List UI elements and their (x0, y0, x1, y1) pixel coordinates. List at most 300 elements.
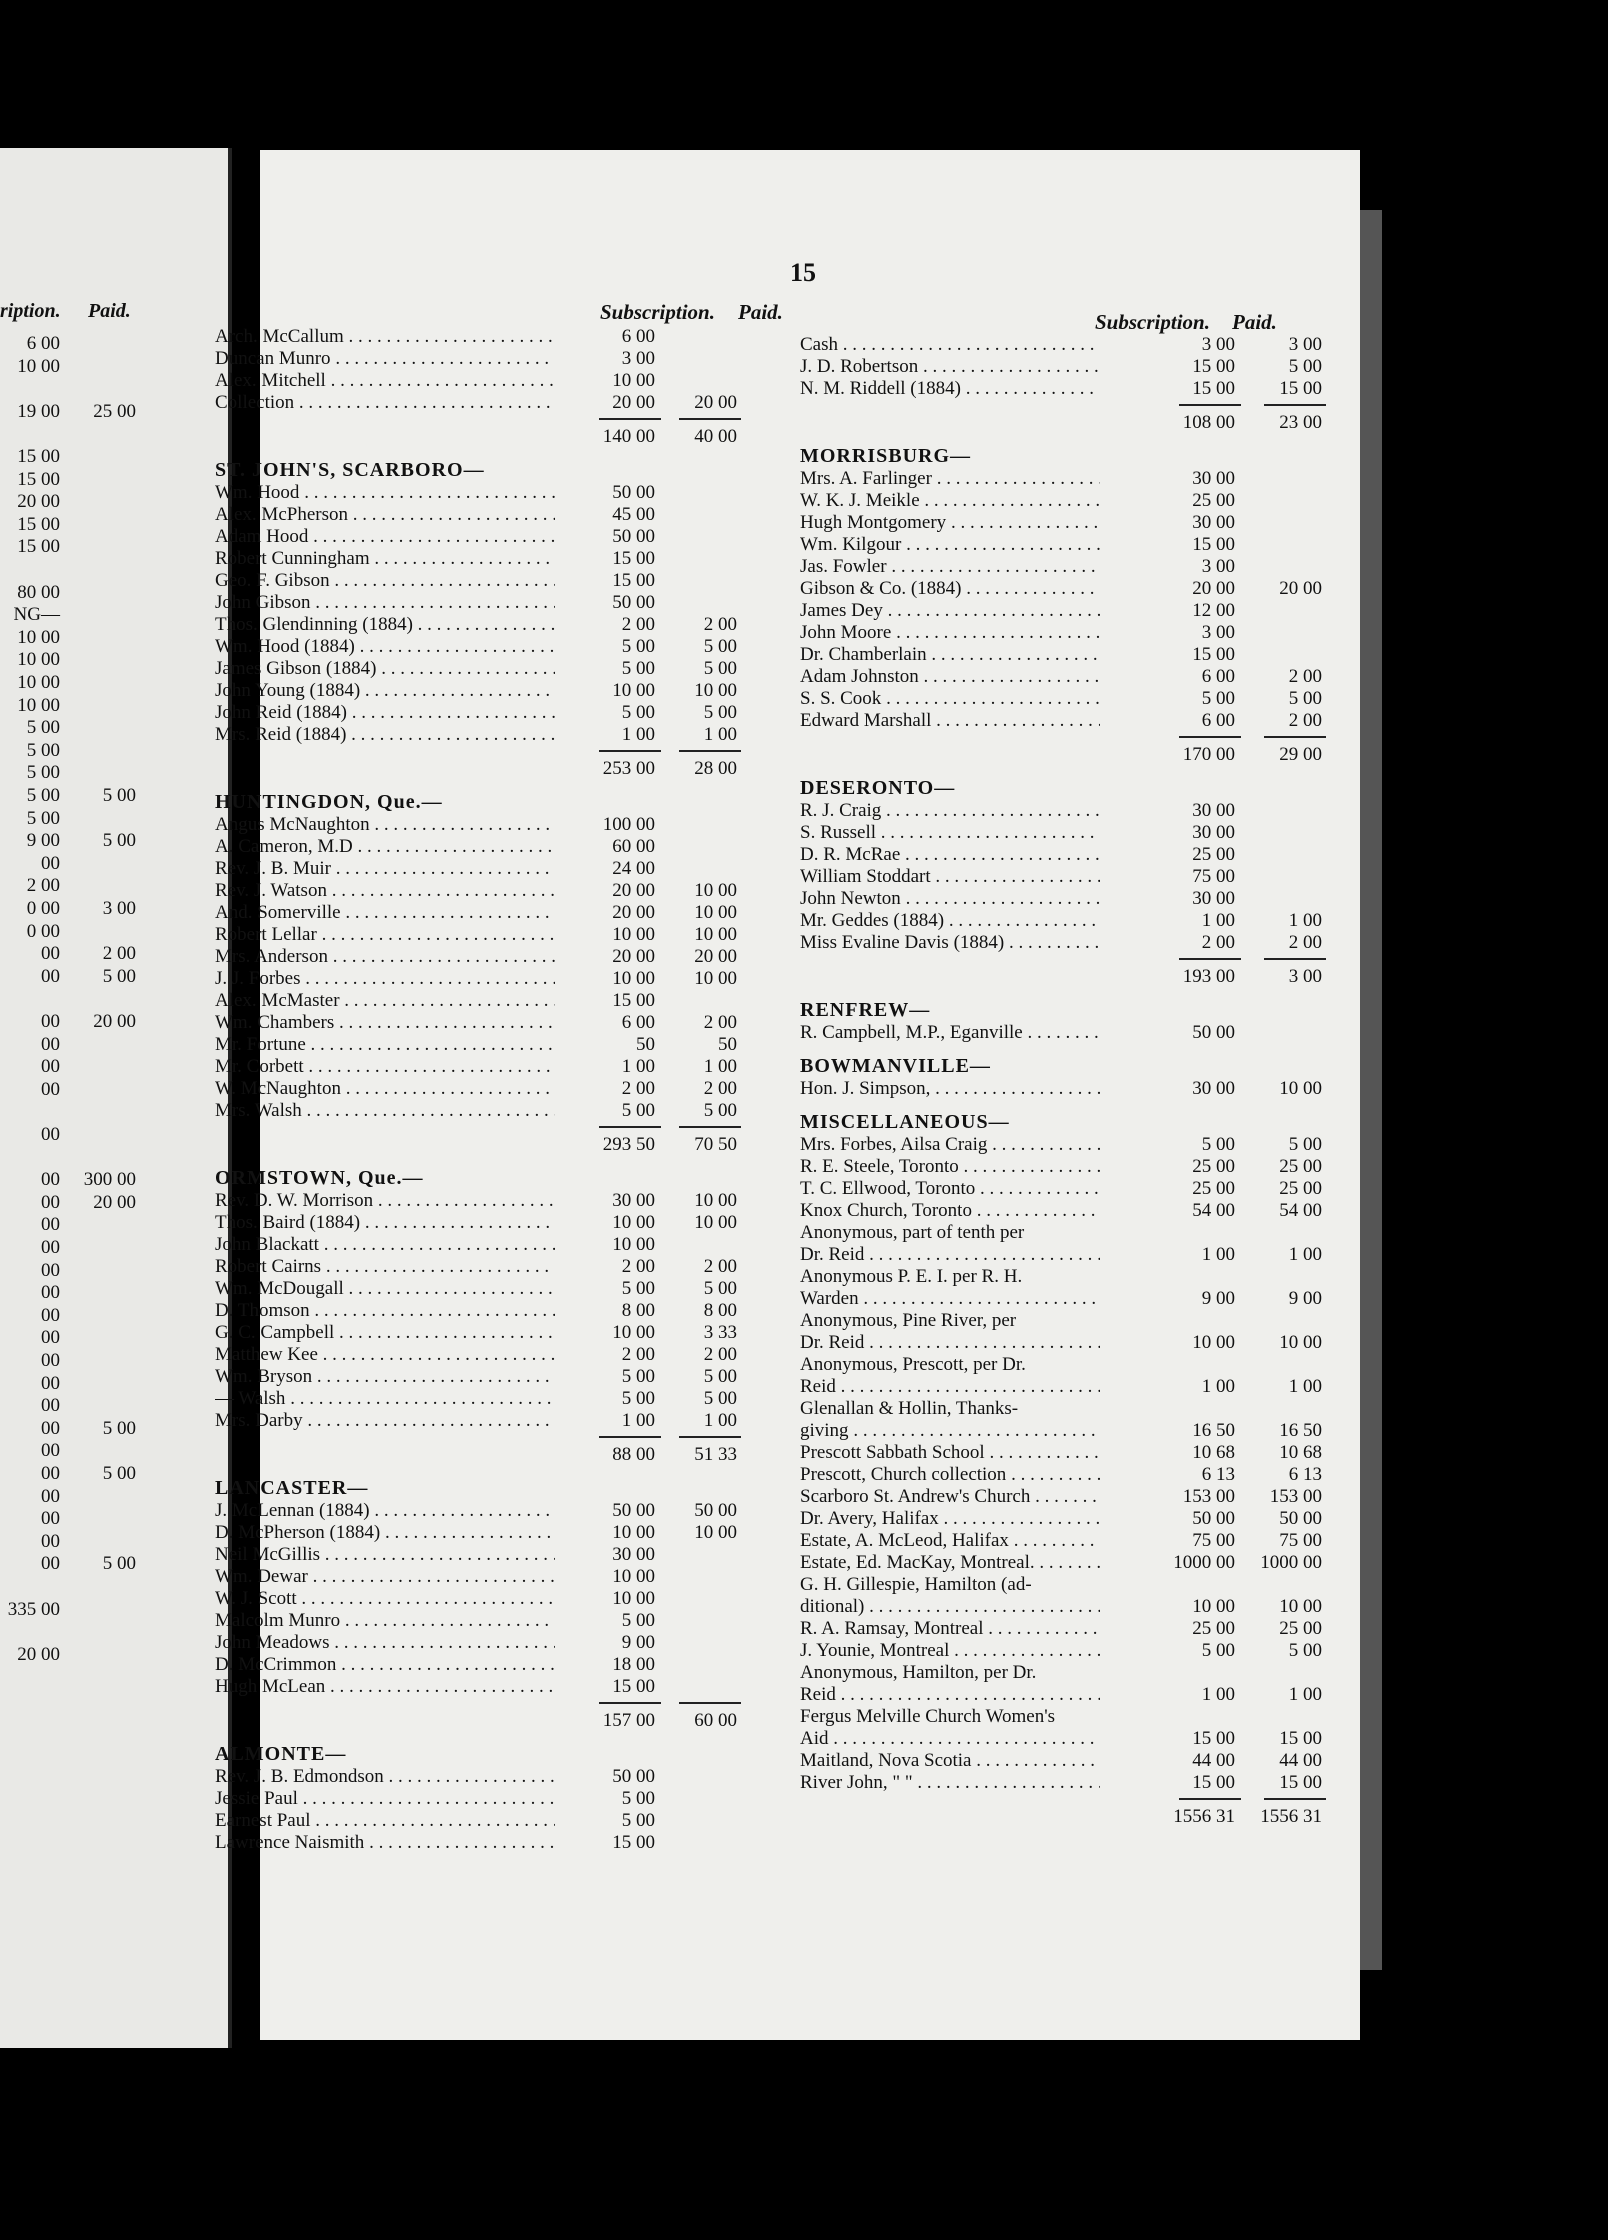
subscription-amount: 50 00 (612, 482, 655, 503)
total-rule (1179, 404, 1241, 406)
paid-amount: 2 00 (703, 1344, 737, 1365)
paid-amount: 10 00 (1279, 1078, 1322, 1099)
subscriber-name: Dr. Avery, Halifax . . . (800, 1508, 1100, 1530)
section-heading: DESERONTO— (800, 777, 956, 799)
subscription-amount: 5 00 (621, 636, 655, 657)
left-subscription-value: 00 (41, 1011, 60, 1032)
subscriber-name: Maitland, Nova Scotia . . . (800, 1750, 1100, 1772)
subscriber-name: Anonymous P. E. I. per R. H. (800, 1266, 1023, 1287)
subscriber-row (215, 370, 745, 392)
subscriber-row (215, 724, 745, 746)
left-subscription-value: 6 00 (26, 333, 60, 354)
subscriber-name: John Moore . . . (800, 622, 1100, 644)
subscriber-row (215, 880, 745, 902)
section-heading: ALMONTE— (215, 1743, 347, 1765)
subscriber-row (215, 1410, 745, 1432)
subscriber-name: Matthew Kee . . . (215, 1344, 555, 1366)
subscriber-row (800, 1420, 1330, 1442)
subscriber-name: G. C. Campbell . . . (215, 1322, 555, 1344)
subscriber-name: R. Campbell, M.P., Eganville . . . (800, 1022, 1100, 1044)
left-paid-value: 2 00 (102, 943, 136, 965)
left-subscription-value: 5 00 (26, 762, 60, 784)
subscriber-name: Adam Johnston . . . (800, 666, 1100, 688)
subscriber-name: Dr. Reid . . . (800, 1244, 1100, 1266)
paid-amount: 1 00 (1288, 1376, 1322, 1397)
subscription-amount: 45 00 (612, 504, 655, 525)
subscriber-name: N. M. Riddell (1884) . . . (800, 378, 1100, 400)
subscription-amount: 5 00 (621, 1810, 655, 1831)
subscriber-row (800, 1134, 1330, 1156)
subscriber-name: John Meadows . . . (215, 1632, 555, 1654)
subscriber-row (800, 1464, 1330, 1486)
subscriber-row (215, 614, 745, 636)
total-paid: 60 00 (694, 1710, 737, 1731)
total-paid: 1556 31 (1260, 1806, 1322, 1827)
subscription-amount: 6 00 (621, 1012, 655, 1033)
total-rule (1264, 958, 1326, 960)
subscriber-name: Wm. Hood (1884) . . . (215, 636, 555, 658)
subscriber-name: Rev. J. B. Edmondson . . . (215, 1766, 555, 1788)
subscriber-row (215, 1522, 745, 1544)
left-subscription-value: 335 00 (7, 1598, 60, 1620)
subscriber-name: J. J. Forbes . . . (215, 968, 555, 990)
subscription-amount: 25 00 (1192, 1156, 1235, 1177)
subscription-amount: 15 00 (1192, 1728, 1235, 1749)
subscriber-row (215, 1832, 745, 1854)
left-header-paid: Paid. (88, 300, 131, 322)
left-subscription-value: 80 00 (17, 581, 60, 603)
subscriber-name: Wm. McDougall . . . (215, 1278, 555, 1300)
total-rule (679, 1436, 741, 1438)
subscription-amount: 8 00 (621, 1300, 655, 1321)
paid-amount: 8 00 (703, 1300, 737, 1321)
paid-amount: 5 00 (703, 636, 737, 657)
subscriber-row (800, 644, 1330, 666)
paid-amount: 5 00 (703, 702, 737, 723)
subscriber-row (215, 1566, 745, 1588)
subscriber-row (800, 1332, 1330, 1354)
paid-amount: 54 00 (1279, 1200, 1322, 1221)
subscriber-row (800, 1530, 1330, 1552)
subscriber-name: S. Russell . . . (800, 822, 1100, 844)
subscriber-name: Edward Marshall . . . (800, 710, 1100, 732)
paid-amount: 2 00 (1288, 666, 1322, 687)
left-subscription-value: 20 00 (17, 1643, 60, 1665)
paid-amount: 1 00 (1288, 910, 1322, 931)
left-subscription-value: 00 (41, 1259, 60, 1281)
left-subscription-value: 19 00 (17, 400, 60, 422)
subscription-amount: 15 00 (612, 548, 655, 569)
paid-amount: 5 00 (1288, 1134, 1322, 1155)
total-rule (1264, 404, 1326, 406)
subscriber-row (215, 814, 745, 836)
left-paid-value: 5 00 (102, 830, 136, 852)
subscriber-row (215, 1544, 745, 1566)
paid-amount: 5 00 (1288, 356, 1322, 377)
subscription-amount: 10 00 (612, 1566, 655, 1587)
subscriber-row (215, 680, 745, 702)
total-subscription: 108 00 (1182, 412, 1235, 433)
subscriber-row (800, 844, 1330, 866)
left-subscription-value: 00 (41, 1395, 60, 1417)
paid-amount: 44 00 (1279, 1750, 1322, 1771)
left-paid-value: 5 00 (102, 965, 136, 987)
subscription-amount: 12 00 (1192, 600, 1235, 621)
subscription-amount: 15 00 (1192, 356, 1235, 377)
subscriber-row (800, 1508, 1330, 1530)
subscriber-row (800, 1156, 1330, 1178)
paid-amount: 15 00 (1279, 1728, 1322, 1749)
paid-amount: 25 00 (1279, 1178, 1322, 1199)
subscriber-name: Prescott Sabbath School . . . (800, 1442, 1100, 1464)
subscription-amount: 50 00 (612, 526, 655, 547)
subscriber-row (800, 1222, 1330, 1244)
subscriber-row (215, 1632, 745, 1654)
total-subscription: 293 50 (602, 1134, 655, 1155)
total-rule (599, 1126, 661, 1128)
subscriber-name: W. K. J. Meikle . . . (800, 490, 1100, 512)
subscription-amount: 10 00 (612, 968, 655, 989)
subscriber-name: A. Cameron, M.D . . . (215, 836, 555, 858)
section-total (215, 1432, 745, 1466)
subscriber-name: Rev. J. Watson . . . (215, 880, 555, 902)
subscriber-name: T. C. Ellwood, Toronto . . . (800, 1178, 1100, 1200)
subscription-amount: 30 00 (1192, 1078, 1235, 1099)
paid-amount: 6 13 (1288, 1464, 1322, 1485)
subscriber-name: S. S. Cook . . . (800, 688, 1100, 710)
subscriber-name: Robert Cairns . . . (215, 1256, 555, 1278)
subscription-amount: 1 00 (1201, 910, 1235, 931)
subscription-amount: 3 00 (1201, 556, 1235, 577)
section-heading: MORRISBURG— (800, 445, 972, 467)
subscriber-name: D. Thomson . . . (215, 1300, 555, 1322)
paid-amount: 5 00 (703, 1100, 737, 1121)
subscriber-row (215, 1078, 745, 1100)
subscriber-name: D. McCrimmon . . . (215, 1654, 555, 1676)
paid-amount: 16 50 (1279, 1420, 1322, 1441)
subscriber-row (215, 1234, 745, 1256)
subscription-amount: 10 68 (1192, 1442, 1235, 1463)
subscriber-row (800, 556, 1330, 578)
paid-amount: 15 00 (1279, 1772, 1322, 1793)
page-15 (215, 150, 1360, 2040)
subscription-amount: 30 00 (1192, 822, 1235, 843)
paid-amount: 10 00 (694, 1212, 737, 1233)
col1-header-subscription: Subscription. (600, 300, 715, 324)
section-total (215, 746, 745, 780)
subscription-amount: 5 00 (621, 1388, 655, 1409)
total-paid: 23 00 (1279, 412, 1322, 433)
subscription-amount: 15 00 (612, 570, 655, 591)
subscriber-row (215, 1344, 745, 1366)
subscription-amount: 10 00 (612, 1212, 655, 1233)
left-subscription-value: 00 (41, 1485, 60, 1507)
subscriber-name: J. D. Robertson . . . (800, 356, 1100, 378)
subscription-amount: 3 00 (621, 348, 655, 369)
left-subscription-value: 00 (41, 1191, 60, 1213)
subscription-amount: 10 00 (612, 1522, 655, 1543)
subscriber-row (800, 866, 1330, 888)
subscriber-name: John Blackatt . . . (215, 1234, 555, 1256)
paid-amount: 153 00 (1269, 1486, 1322, 1507)
paid-amount: 3 33 (703, 1322, 737, 1343)
subscriber-row (800, 1354, 1330, 1376)
subscriber-name: Mrs. Reid (1884) . . . (215, 724, 555, 746)
subscription-amount: 10 00 (612, 1234, 655, 1255)
paid-amount: 20 00 (1279, 578, 1322, 599)
subscriber-name: Estate, Ed. MacKay, Montreal. . . . (800, 1552, 1100, 1574)
subscription-amount: 50 (636, 1034, 655, 1055)
subscriber-name: R. J. Craig . . . (800, 800, 1100, 822)
subscriber-name: Anonymous, Prescott, per Dr. (800, 1354, 1026, 1375)
subscriber-row (215, 1766, 745, 1788)
subscriber-row (800, 1310, 1330, 1332)
subscription-amount: 6 13 (1201, 1464, 1235, 1485)
subscriber-name: D. R. McRae . . . (800, 844, 1100, 866)
subscriber-name: Wm. Dewar . . . (215, 1566, 555, 1588)
left-paid-value: 5 00 (102, 1463, 136, 1484)
subscription-amount: 100 00 (602, 814, 655, 835)
left-subscription-value: 10 00 (17, 672, 60, 693)
subscriber-row (800, 1684, 1330, 1706)
subscriber-row (215, 1810, 745, 1832)
subscription-amount: 2 00 (621, 1256, 655, 1277)
subscriber-row (215, 1278, 745, 1300)
subscription-amount: 6 00 (1201, 666, 1235, 687)
subscriber-row (800, 1266, 1330, 1288)
subscriber-row (800, 1552, 1330, 1574)
total-rule (1264, 1798, 1326, 1800)
subscriber-name: Alex. McMaster . . . (215, 990, 555, 1012)
paid-amount: 2 00 (1288, 932, 1322, 953)
paid-amount: 10 00 (694, 968, 737, 989)
subscriber-row (215, 1788, 745, 1810)
subscriber-row (800, 1178, 1330, 1200)
left-subscription-value: 00 (41, 1124, 60, 1145)
subscriber-row (215, 326, 745, 348)
subscriber-name: Wm. Bryson . . . (215, 1366, 555, 1388)
subscriber-name: Gibson & Co. (1884) . . . (800, 578, 1100, 600)
subscriber-name: Geo. F. Gibson . . . (215, 570, 555, 592)
subscriber-row (215, 592, 745, 614)
left-subscription-value: 0 00 (26, 920, 60, 942)
left-subscription-value: 15 00 (17, 446, 60, 467)
left-subscription-value: 10 00 (17, 355, 60, 377)
subscription-amount: 20 00 (1192, 578, 1235, 599)
subscriber-name: Duncan Munro . . . (215, 348, 555, 370)
total-subscription: 170 00 (1182, 744, 1235, 765)
subscriber-name: Prescott, Church collection . . . (800, 1464, 1100, 1486)
subscriber-name: Jessie Paul . . . (215, 1788, 555, 1810)
section-total (800, 400, 1330, 434)
subscriber-row (800, 1022, 1330, 1044)
subscriber-row (215, 1034, 745, 1056)
subscription-amount: 153 00 (1182, 1486, 1235, 1507)
left-subscription-value: NG— (13, 604, 60, 626)
subscriber-row (800, 600, 1330, 622)
subscription-amount: 15 00 (1192, 644, 1235, 665)
total-rule (679, 750, 741, 752)
subscription-amount: 5 00 (1201, 688, 1235, 709)
subscriber-name: Mr. Geddes (1884) . . . (800, 910, 1100, 932)
paid-amount: 1 00 (703, 1410, 737, 1431)
subscriber-row (215, 526, 745, 548)
subscription-amount: 30 00 (612, 1190, 655, 1211)
subscriber-row (215, 702, 745, 724)
paid-amount: 5 00 (703, 1366, 737, 1387)
subscriber-name: Rev. J. B. Muir . . . (215, 858, 555, 880)
subscriber-name: Malcolm Munro . . . (215, 1610, 555, 1632)
left-subscription-value: 00 (41, 1327, 60, 1349)
subscription-amount: 3 00 (1201, 622, 1235, 643)
subscriber-name: Cash . . . (800, 334, 1100, 356)
subscriber-row (800, 1398, 1330, 1420)
subscription-amount: 5 00 (621, 1366, 655, 1387)
col1-header-paid: Paid. (738, 300, 783, 324)
left-subscription-value: 5 00 (26, 739, 60, 761)
left-subscription-value: 00 (41, 852, 60, 874)
subscription-amount: 5 00 (621, 1610, 655, 1631)
subscriber-name: Mrs. A. Farlinger . . . (800, 468, 1100, 490)
paid-amount: 10 68 (1279, 1442, 1322, 1463)
subscriber-name: John Young (1884) . . . (215, 680, 555, 702)
paid-amount: 2 00 (703, 1078, 737, 1099)
subscriber-row (800, 1728, 1330, 1750)
subscriber-name: W. J. Scott . . . (215, 1588, 555, 1610)
subscription-amount: 15 00 (612, 1676, 655, 1697)
subscriber-row (800, 1640, 1330, 1662)
subscriber-row (800, 1662, 1330, 1684)
subscriber-name: Wm. Kilgour . . . (800, 534, 1100, 556)
subscriber-row (800, 512, 1330, 534)
subscriber-row (215, 348, 745, 370)
subscription-amount: 75 00 (1192, 1530, 1235, 1551)
left-subscription-value: 00 (41, 1508, 60, 1530)
total-rule (599, 1702, 661, 1704)
subscriber-name: Thos. Baird (1884) . . . (215, 1212, 555, 1234)
subscriber-name: Miss Evaline Davis (1884) . . . (800, 932, 1100, 954)
total-paid: 40 00 (694, 426, 737, 447)
subscriber-name: Knox Church, Toronto . . . (800, 1200, 1100, 1222)
paid-amount: 15 00 (1279, 378, 1322, 399)
subscriber-name: J. McLennan (1884) . . . (215, 1500, 555, 1522)
subscription-amount: 2 00 (621, 1344, 655, 1365)
paid-amount: 1 00 (1288, 1684, 1322, 1705)
section-total (215, 414, 745, 448)
left-subscription-value: 00 (41, 1553, 60, 1575)
total-rule (1179, 736, 1241, 738)
subscription-amount: 15 00 (1192, 378, 1235, 399)
subscription-amount: 2 00 (1201, 932, 1235, 953)
paid-amount: 1 00 (703, 724, 737, 745)
section-total (215, 1122, 745, 1156)
subscription-amount: 1 00 (621, 1410, 655, 1431)
subscription-amount: 5 00 (1201, 1134, 1235, 1155)
paid-amount: 1000 00 (1260, 1552, 1322, 1573)
paid-amount: 2 00 (1288, 710, 1322, 731)
subscription-amount: 50 00 (612, 592, 655, 613)
subscription-amount: 1 00 (621, 724, 655, 745)
section-total (800, 954, 1330, 988)
subscription-amount: 18 00 (612, 1654, 655, 1675)
left-paid-value: 25 00 (93, 400, 136, 422)
left-subscription-value: 00 (41, 1350, 60, 1371)
left-subscription-value: 00 (41, 1372, 60, 1394)
paid-amount: 3 00 (1288, 334, 1322, 355)
subscription-amount: 1 00 (1201, 1244, 1235, 1265)
paid-amount: 25 00 (1279, 1618, 1322, 1639)
subscriber-row (215, 924, 745, 946)
left-subscription-value: 00 (41, 1078, 60, 1100)
subscriber-row (800, 490, 1330, 512)
subscription-amount: 5 00 (621, 702, 655, 723)
subscriber-row (800, 1596, 1330, 1618)
subscription-amount: 30 00 (1192, 512, 1235, 533)
subscriber-row (800, 1574, 1330, 1596)
left-subscription-value: 00 (41, 1417, 60, 1439)
subscription-amount: 10 00 (612, 1322, 655, 1343)
subscriber-row (800, 1442, 1330, 1464)
subscriber-row (215, 636, 745, 658)
total-rule (599, 750, 661, 752)
subscriber-name: Glenallan & Hollin, Thanks- (800, 1398, 1019, 1419)
subscription-amount: 50 00 (1192, 1508, 1235, 1529)
subscriber-name: Warden . . . (800, 1288, 1100, 1310)
subscription-amount: 30 00 (1192, 800, 1235, 821)
left-subscription-value: 00 (41, 965, 60, 987)
left-paid-value: 20 00 (93, 1011, 136, 1032)
subscription-amount: 75 00 (1192, 866, 1235, 887)
subscriber-name: Adam Hood . . . (215, 526, 555, 548)
subscriber-name: Hon. J. Simpson, . . . (800, 1078, 1100, 1100)
subscription-amount: 10 00 (612, 924, 655, 945)
total-paid: 3 00 (1288, 966, 1322, 987)
subscription-amount: 25 00 (1192, 1178, 1235, 1199)
section-total (215, 1698, 745, 1732)
section-heading: ST. JOHN'S, SCARBORO— (215, 459, 485, 481)
section-total (800, 1794, 1330, 1828)
left-subscription-value: 10 00 (17, 649, 60, 671)
total-subscription: 1556 31 (1173, 1806, 1235, 1827)
total-rule (599, 1436, 661, 1438)
subscriber-name: Aid . . . (800, 1728, 1100, 1750)
left-subscription-value: 15 00 (17, 536, 60, 558)
total-paid: 70 50 (694, 1134, 737, 1155)
subscriber-name: John Reid (1884) . . . (215, 702, 555, 724)
subscriber-row (215, 1366, 745, 1388)
left-subscription-value: 00 (41, 1530, 60, 1552)
total-paid: 29 00 (1279, 744, 1322, 765)
left-subscription-value: 00 (41, 943, 60, 965)
subscription-amount: 16 50 (1192, 1420, 1235, 1441)
page-number: 15 (790, 258, 816, 287)
subscriber-name: R. E. Steele, Toronto . . . (800, 1156, 1100, 1178)
subscriber-row (215, 1190, 745, 1212)
total-subscription: 253 00 (602, 758, 655, 779)
section-heading: RENFREW— (800, 999, 931, 1021)
paid-amount: 75 00 (1279, 1530, 1322, 1551)
subscription-amount: 10 00 (612, 1588, 655, 1609)
subscriber-row (215, 902, 745, 924)
left-subscription-value: 00 (41, 1214, 60, 1236)
subscription-amount: 30 00 (612, 1544, 655, 1565)
subscriber-row (215, 990, 745, 1012)
paid-amount: 2 00 (703, 1256, 737, 1277)
subscription-amount: 5 00 (621, 1100, 655, 1121)
subscription-amount: 5 00 (621, 658, 655, 679)
page-edge (1360, 210, 1382, 1970)
subscriber-name: Alex. McPherson . . . (215, 504, 555, 526)
